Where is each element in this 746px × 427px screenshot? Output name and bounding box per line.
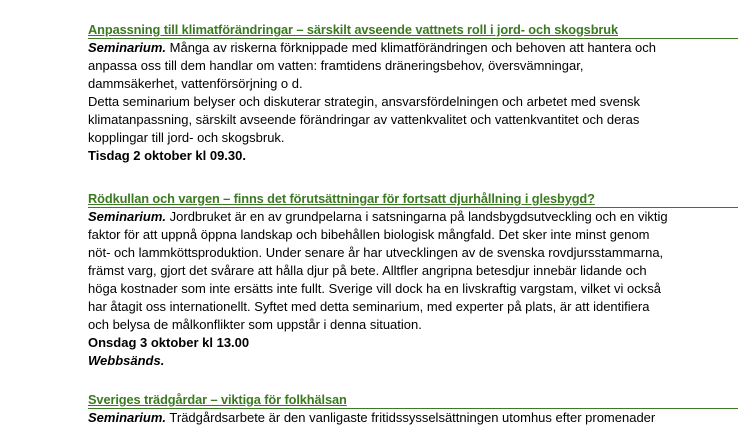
seminar-kind: Seminarium.	[88, 40, 167, 55]
description-line: klimatanpassning, särskilt avseende förändringar av vattenkvalitet och vattenkvantitet och deras	[88, 112, 640, 127]
description-text: Trädgårdsarbete är den vanligaste fritidssysselsättningen utomhus efter promenader	[166, 410, 656, 425]
description-line: dammsäkerhet, vattenförsörjning o d.	[88, 76, 303, 91]
description-line: kopplingar till jord- och skogsbruk.	[88, 130, 285, 145]
description-line	[88, 208, 738, 226]
seminar-title[interactable]: Anpassning till klimatförändringar – särskilt avseende vattnets roll i jord- och skogsbruk	[88, 22, 619, 37]
description-text: Jordbruket är en av grundpelarna i satsningarna på landsbygdsutveckling och en viktig	[166, 209, 668, 224]
seminar-kind: Seminarium.	[88, 209, 167, 224]
seminar-description	[88, 408, 738, 427]
seminar-kind: Seminarium.	[88, 410, 167, 425]
description-text: Många av riskerna förknippade med klimatförändringen och behoven att hantera och	[166, 40, 656, 55]
seminar-date: Onsdag 3 oktober kl 13.00	[88, 335, 250, 350]
seminar-entry-gardens	[88, 391, 738, 427]
description-line	[88, 39, 738, 57]
description-line: faktor för att uppnå öppna landskap och bibehållen biologisk mångfald. Det sker inte minst genom	[88, 227, 650, 242]
description-line: anpassa oss till dem handlar om vatten: framtidens dräneringsbehov, översvämningar,	[88, 58, 584, 73]
description-line: och belysa de målkonflikter som uppstår i denna situation.	[88, 317, 422, 332]
description-line: har åtagit oss internationellt. Syftet med detta seminarium, med experter på plats, är att identifiera	[88, 299, 650, 314]
seminar-entry-wolf	[88, 190, 738, 370]
description-line: höga kostnader som inte ersätts inte fullt. Sverige vill dock ha en livskraftig vargstam, vilket vi också	[88, 281, 661, 296]
description-line: främst varg, gjort det svårare att hålla djur på bete. Alltfler angripna betesdjur innebär lidande och	[88, 263, 647, 278]
description-line	[88, 409, 738, 427]
description-line: nöt- och lammköttsproduktion. Under senare år har utvecklingen av de svenska rovdjursstammarna,	[88, 245, 664, 260]
seminar-description	[88, 38, 738, 147]
seminar-entry-climate	[88, 21, 738, 165]
seminar-description	[88, 207, 738, 334]
description-line: Detta seminarium belyser och diskuterar strategin, ansvarsfördelningen och arbetet med svensk	[88, 94, 641, 109]
seminar-title[interactable]: Sveriges trädgårdar – viktiga för folkhälsan	[88, 392, 347, 407]
webcast-note: Webbsänds.	[88, 353, 165, 368]
seminar-date: Tisdag 2 oktober kl 09.30.	[88, 148, 246, 163]
seminar-title[interactable]: Rödkullan och vargen – finns det förutsättningar för fortsatt djurhållning i glesbygd?	[88, 191, 595, 206]
